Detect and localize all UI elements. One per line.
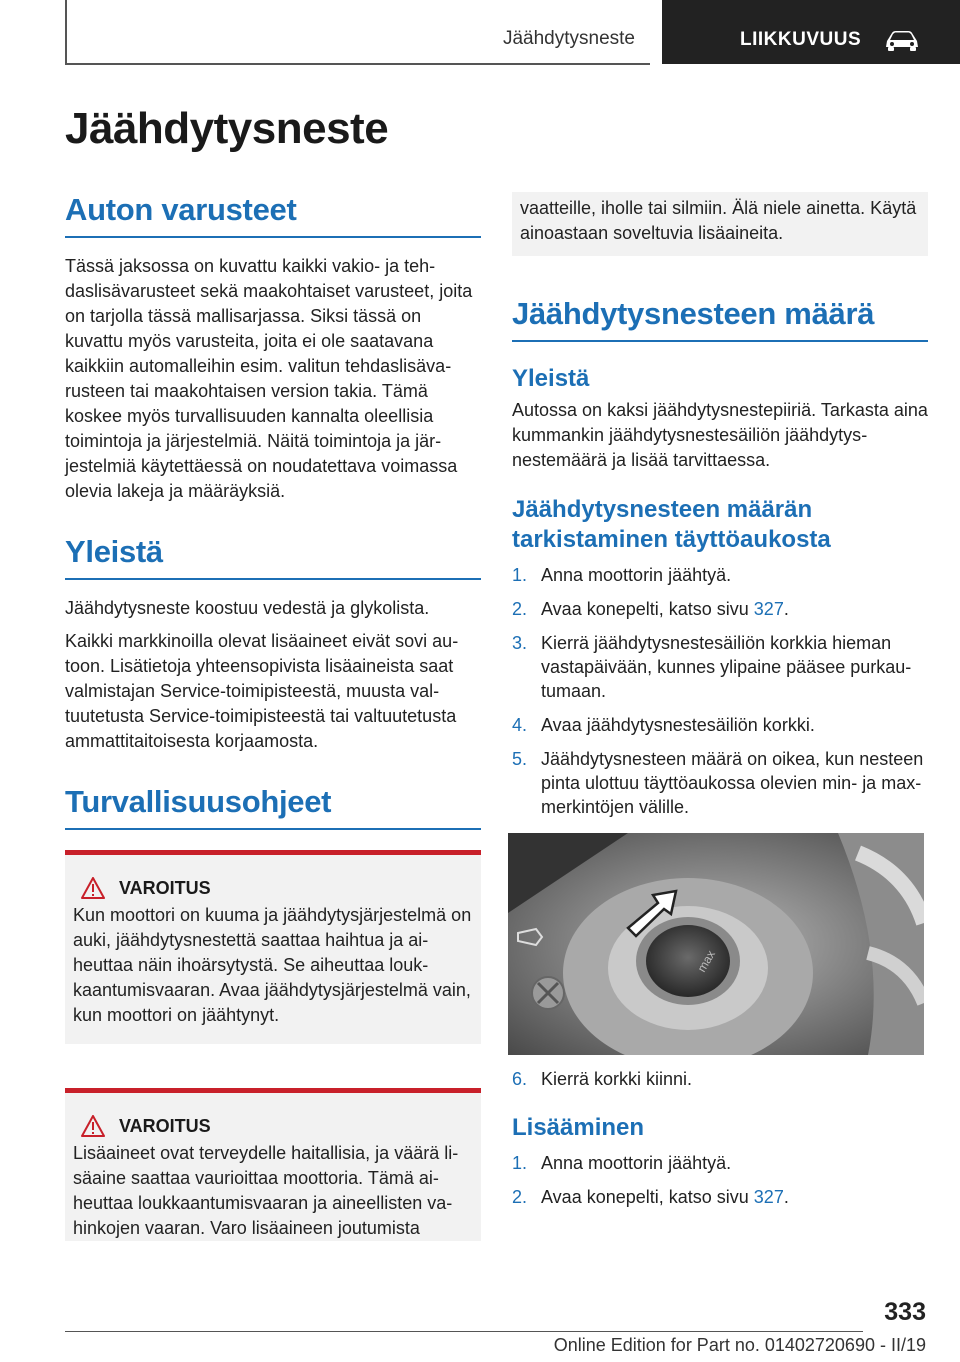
add-steps-list [512,1151,928,1209]
paragraph-yleista-1: Jäähdytysneste koostuu vedestä ja glykolista. [65,598,430,618]
paragraph-yleista-2: Kaikki markkinoilla olevat lisäaineet eivät sovi autoon. Lisätietoja yhteensopivista lisäaineista saat valmistajan Service-toimipisteestä, muusta valtuutetusta Service-toimipisteestä tai valtuutetusta ammattitaitoisesta korjaamosta. [65,631,459,751]
coolant-reservoir-photo [508,833,924,1055]
page-link-327[interactable]: 327 [753,1187,784,1207]
heading-jaahdytysnesteen-maara: Jäähdytysnesteen määrä [512,296,928,342]
subheading-lisaaminen: Lisääminen [512,1114,645,1141]
header-chapter-label: LIIKKUVUUS [740,29,862,50]
warning-continuation [512,192,928,256]
right-column [512,192,928,1219]
page-number: 333 [884,1298,926,1326]
page-title: Jäähdytysneste [65,104,389,153]
header-chapter-tab[interactable] [662,0,960,64]
warning-box-1 [65,850,481,1044]
header-section-title: Jäähdytysneste [502,28,635,49]
warning-header-2 [73,1115,473,1137]
warning-triangle-icon [81,877,105,899]
list-item: 2. Avaa konepelti, katso sivu 327. [512,1187,789,1207]
heading-yleista: Yleistä [65,534,481,580]
warning-header-1 [73,877,473,899]
warning-title-2: VAROITUS [119,1115,211,1136]
car-icon [884,30,920,58]
list-item: 3. Kierrä jäähdytysnestesäiliön korkkia hieman vastapäivään, kunnes ylipaine pääsee purkautumaan. [512,633,912,701]
list-item: 5. Jäähdytysnesteen määrä on oikea, kun nesteen pinta ulottuu täyttöaukossa olevien min- ja max-merkintöjen välille. [512,749,924,817]
page-link-327[interactable]: 327 [753,599,784,619]
warning-title-1: VAROITUS [119,877,211,898]
subheading-yleista: Yleistä [512,365,590,392]
subheading-tarkistaminen: Jäähdytysnesteen määrän tarkistaminen täyttöaukosta [512,496,831,553]
list-item: 1. Anna moottorin jäähtyä. [512,565,732,585]
paragraph-varusteet: Tässä jaksossa on kuvattu kaikki vakio- ja tehdaslisävarusteet sekä maakohtaiset varusteet, joita on tarjolla tässä mallisarjassa. Siksi tässä on kuvattu myös varusteita, joita ei ole saatavana kaikkiin automalleihin esim. valitun tehdaslisävarusteen tai maakohtaisen version takia. Tämä koskee myös turvallisuuden kannalta oleellisia toimintoja ja järjestelmiä. Näitä toimintoja ja järjestelmiä käytettäessä on noudatettava voimassa olevia lakeja ja määräyksiä. [65,256,473,501]
list-item: 1. Anna moottorin jäähtyä. [512,1153,732,1173]
warning-continuation-text: vaatteille, iholle tai silmiin. Älä niele ainetta. Käytä ainoastaan soveltuvia lisäaineita. [520,198,917,243]
warning-text-2: Lisäaineet ovat terveydelle haitallisia, ja väärä lisäaine saattaa vaurioittaa moottoria. Tämä aiheuttaa loukkaantumisvaaran ja aineellisten vahinkojen vaaran. Varo lisäaineen joutumista [73,1143,459,1238]
photo-max-label: max [694,947,718,975]
check-steps-list [512,563,928,819]
left-column [65,192,481,1241]
heading-auton-varusteet: Auton varusteet [65,192,481,238]
warning-box-2 [65,1088,481,1241]
footer-edition: Online Edition for Part no. 01402720690 - II/19 [553,1335,926,1355]
list-item: 2. Avaa konepelti, katso sivu 327. [512,599,789,619]
header-rule-horizontal [65,63,650,65]
list-item: 6. Kierrä korkki kiinni. [512,1069,693,1089]
check-steps-list-2 [512,1067,928,1091]
footer-rule [65,1331,863,1332]
warning-triangle-icon [81,1115,105,1137]
heading-turvallisuusohjeet: Turvallisuusohjeet [65,784,481,830]
warning-text-1: Kun moottori on kuuma ja jäähdytysjärjestelmä on auki, jäähdytysnestettä saattaa haihtua ja aiheuttaa näin ihoärsytystä. Se aiheuttaa loukkaantumisvaaran. Avaa jäähdytysjärjestelmä vain, kun moottori on jäähtynyt. [73,905,472,1025]
paragraph-yleista-right: Autossa on kaksi jäähdytysnestepiiriä. Tarkasta aina kummankin jäähdytysnestesäiliön jäähdytysnestemäärä ja lisää tarvittaessa. [512,400,928,470]
header-rule-vertical [65,0,67,64]
list-item: 4. Avaa jäähdytysnestesäiliön korkki. [512,715,815,735]
